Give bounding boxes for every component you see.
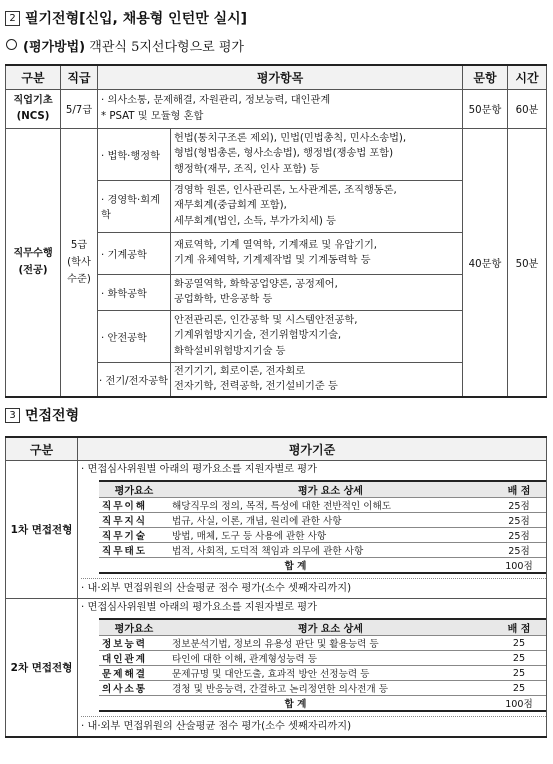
factor-score: 25점	[492, 498, 546, 513]
header-category: 구분	[6, 65, 61, 89]
written-exam-table	[5, 64, 547, 398]
job-grade: 5급 (학사 수준)	[61, 128, 98, 397]
ncs-grade: 5/7급	[61, 89, 98, 128]
header-items: 평가항목	[98, 65, 463, 89]
method-label: (평가방법)	[23, 40, 86, 55]
evaluation-method-line	[6, 36, 244, 55]
factor-detail: 문제규명 및 대안도출, 효과적 방안 선정능력 등	[169, 666, 492, 681]
factor-name: 직무이해	[99, 498, 169, 513]
round-1-criteria	[78, 461, 547, 599]
total-label: 합 계	[99, 696, 492, 712]
table-row	[99, 513, 546, 528]
section-number-box: 3	[5, 408, 20, 423]
written-section-heading	[5, 8, 247, 28]
factor-name: 의사소통	[99, 681, 169, 696]
table-row	[99, 543, 546, 558]
header-time: 시간	[508, 65, 547, 89]
field-content: 경영학 원론, 인사관리론, 노사관계론, 조직행동론, 재무회계(중급회계 포함), 세무회계(법인, 소득, 부가가치세) 등	[171, 180, 463, 232]
table-row-law	[6, 128, 547, 180]
table-row-ncs	[6, 89, 547, 128]
round-2-criteria	[78, 599, 547, 738]
round-2-score-table	[99, 618, 546, 712]
interview-section-heading	[5, 405, 79, 425]
interview-round-1	[6, 461, 547, 599]
round-2-note: · 내·외부 면접위원의 산술평균 점수 평가(소수 셋째자리까지)	[81, 716, 546, 734]
interview-section-title: 면접전형	[25, 408, 80, 424]
col-score: 배 점	[492, 481, 546, 498]
total-row	[99, 696, 546, 712]
method-text: 객관식 5지선다형으로 평가	[89, 40, 244, 55]
circle-bullet-icon	[6, 39, 17, 50]
factor-detail: 방법, 매체, 도구 등 사용에 관한 사항	[169, 528, 492, 543]
factor-name: 직무기술	[99, 528, 169, 543]
header-round: 구분	[6, 437, 78, 461]
round-2-intro: · 면접심사위원별 아래의 평가요소를 지원자별로 평가	[81, 602, 317, 613]
interview-round-2	[6, 599, 547, 738]
factor-name: 직무지식	[99, 513, 169, 528]
table-row	[99, 636, 546, 651]
table-row	[99, 681, 546, 696]
field-name: · 화학공학	[98, 274, 171, 310]
factor-detail: 정보분석기법, 정보의 유용성 판단 및 활용능력 등	[169, 636, 492, 651]
factor-score: 25	[492, 636, 546, 651]
table-row	[99, 651, 546, 666]
col-factor: 평가요소	[99, 481, 169, 498]
ncs-count: 50문항	[463, 89, 508, 128]
job-count: 40문항	[463, 128, 508, 397]
job-category: 직무수행 (전공)	[6, 128, 61, 397]
header-grade: 직급	[61, 65, 98, 89]
round-1-intro: · 면접심사위원별 아래의 평가요소를 지원자별로 평가	[81, 464, 317, 475]
field-content: 헌법(통치구조론 제외), 민법(민법총칙, 민사소송법), 형법(형법총론, 형사소송법), 행정법(쟁송법 포함) 행정학(재무, 조직, 인사 포함) 등	[171, 128, 463, 180]
field-name: · 법학·행정학	[98, 128, 171, 180]
col-score: 배 점	[492, 619, 546, 636]
factor-score: 25점	[492, 513, 546, 528]
header-criteria: 평가기준	[78, 437, 547, 461]
round-2-name: 2차 면접전형	[6, 599, 78, 738]
field-content: 안전관리론, 인간공학 및 시스템안전공학, 기계위험방지기술, 전기위험방지기술, 화학설비위험방지기술 등	[171, 310, 463, 362]
ncs-items	[98, 89, 463, 128]
factor-detail: 타인에 대한 이해, 관계형성능력 등	[169, 651, 492, 666]
total-label: 합 계	[99, 558, 492, 574]
factor-name: 문제해결	[99, 666, 169, 681]
round-1-note: · 내·외부 면접위원의 산술평균 점수 평가(소수 셋째자리까지)	[81, 578, 546, 596]
factor-name: 정보능력	[99, 636, 169, 651]
factor-score: 25	[492, 651, 546, 666]
factor-score: 25	[492, 681, 546, 696]
col-detail: 평가 요소 상세	[169, 481, 492, 498]
factor-score: 25점	[492, 528, 546, 543]
factor-score: 25점	[492, 543, 546, 558]
field-content: 화공열역학, 화학공업양론, 공정제어, 공업화학, 반응공학 등	[171, 274, 463, 310]
factor-name: 대인관계	[99, 651, 169, 666]
field-name: · 기계공학	[98, 232, 171, 274]
factor-name: 직무태도	[99, 543, 169, 558]
factor-detail: 해당직무의 정의, 목적, 특성에 대한 전반적인 이해도	[169, 498, 492, 513]
factor-detail: 법적, 사회적, 도덕적 책임과 의무에 관한 사항	[169, 543, 492, 558]
total-row	[99, 558, 546, 574]
field-content: 재료역학, 기계 열역학, 기계재료 및 유압기기, 기계 유체역학, 기계제작법 및 기계동력학 등	[171, 232, 463, 274]
job-time: 50분	[508, 128, 547, 397]
field-name: · 경영학·회계학	[98, 180, 171, 232]
table-row	[99, 498, 546, 513]
factor-detail: 법규, 사실, 이론, 개념, 원리에 관한 사항	[169, 513, 492, 528]
round-1-score-table	[99, 480, 546, 574]
header-count: 문항	[463, 65, 508, 89]
ncs-category: 직업기초 (NCS)	[6, 89, 61, 128]
written-section-title: 필기전형[신입, 채용형 인턴만 실시]	[25, 11, 248, 27]
section-number-box: 2	[5, 11, 20, 26]
field-name: · 안전공학	[98, 310, 171, 362]
total-score: 100점	[492, 558, 546, 574]
round-1-name: 1차 면접전형	[6, 461, 78, 599]
table-row	[99, 666, 546, 681]
ncs-item-1: · 의사소통, 문제해결, 자원관리, 정보능력, 대인관계	[101, 95, 331, 106]
factor-score: 25	[492, 666, 546, 681]
col-factor: 평가요소	[99, 619, 169, 636]
interview-table	[5, 436, 547, 738]
total-score: 100점	[492, 696, 546, 712]
field-content: 전기기기, 회로이론, 전자회로 전자기학, 전력공학, 전기설비기준 등	[171, 362, 463, 397]
ncs-time: 60분	[508, 89, 547, 128]
table-row	[99, 528, 546, 543]
field-name: · 전기/전자공학	[98, 362, 171, 397]
factor-detail: 경청 및 반응능력, 간결하고 논리정연한 의사전개 등	[169, 681, 492, 696]
ncs-item-2: * PSAT 및 모듈형 혼합	[101, 110, 204, 122]
col-detail: 평가 요소 상세	[169, 619, 492, 636]
